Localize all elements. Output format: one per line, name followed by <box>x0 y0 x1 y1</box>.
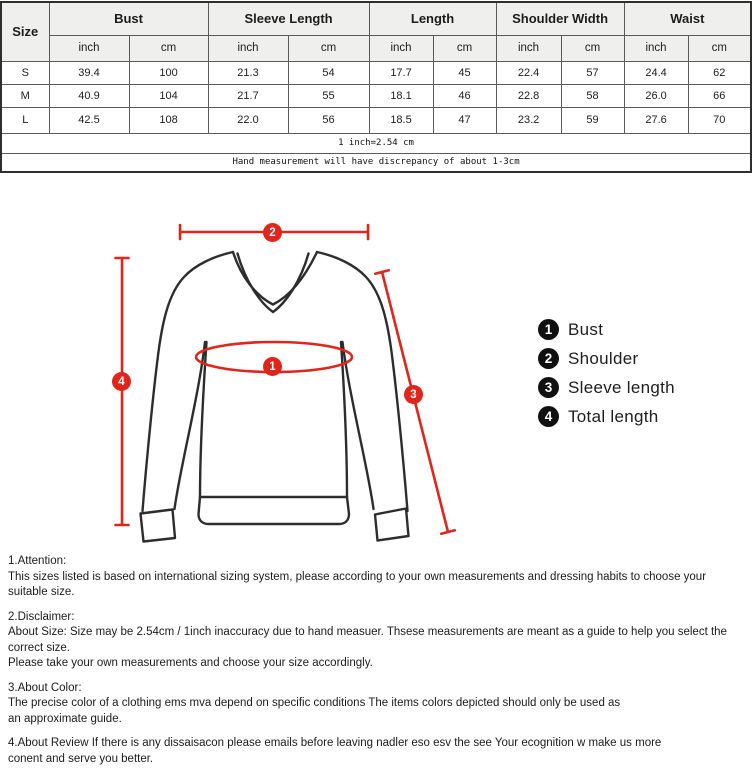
table-row-l <box>1 107 751 133</box>
number-3-badge-icon: 3 <box>538 377 559 398</box>
about-review-section <box>8 736 748 767</box>
unit-header: inch <box>496 35 561 61</box>
section-line: This sizes listed is based on international sizing system, please according to your own measurements and dressing habits to choose your suitable size. <box>8 570 707 598</box>
size-table <box>0 1 752 173</box>
conversion-note: 1 inch=2.54 cm <box>1 133 751 153</box>
unit-header: cm <box>288 35 369 61</box>
table-cell: 46 <box>433 84 496 107</box>
table-cell: 18.1 <box>369 84 433 107</box>
table-note-row <box>1 133 751 153</box>
table-cell: 57 <box>561 61 624 84</box>
table-cell: 66 <box>688 84 751 107</box>
table-cell: 59 <box>561 107 624 133</box>
section-line: conent and serve you better. <box>8 752 154 765</box>
section-title: 3.About Color: <box>8 681 82 694</box>
section-line: an approximate guide. <box>8 712 122 725</box>
table-header-row <box>1 2 751 35</box>
total-length-marker: 4 <box>112 372 131 391</box>
legend-item-sleeve-length <box>538 373 675 402</box>
column-header-length: Length <box>369 2 496 35</box>
shoulder-marker: 2 <box>263 223 282 242</box>
table-cell: 24.4 <box>624 61 688 84</box>
section-line: 4.About Review If there is any dissaisacon please emails before leaving nadler eso esv the see Your ecognition w make us more <box>8 737 662 749</box>
table-cell: 100 <box>129 61 208 84</box>
table-cell: 21.7 <box>208 84 288 107</box>
measurement-lines <box>116 225 455 534</box>
sleeve-marker: 3 <box>404 385 423 404</box>
unit-header: inch <box>369 35 433 61</box>
table-row-m <box>1 84 751 107</box>
legend-item-bust <box>538 315 675 344</box>
table-cell: 26.0 <box>624 84 688 107</box>
measurement-discrepancy-note: Hand measurement will have discrepancy of about 1-3cm <box>1 153 751 172</box>
table-row-s <box>1 61 751 84</box>
number-4-badge-icon: 4 <box>538 406 559 427</box>
table-cell: 56 <box>288 107 369 133</box>
table-cell: 108 <box>129 107 208 133</box>
legend-label: Total length <box>568 406 659 426</box>
bust-marker: 1 <box>263 357 282 376</box>
sweater-outline-drawing <box>141 252 409 542</box>
table-cell: 42.5 <box>49 107 129 133</box>
legend-label: Bust <box>568 319 604 339</box>
about-color-section <box>8 681 748 728</box>
unit-header: cm <box>433 35 496 61</box>
table-note-row <box>1 153 751 172</box>
table-cell: 18.5 <box>369 107 433 133</box>
table-cell: 22.0 <box>208 107 288 133</box>
table-cell: 58 <box>561 84 624 107</box>
unit-header: inch <box>208 35 288 61</box>
section-title: 2.Disclaimer: <box>8 610 75 623</box>
disclaimer-section <box>8 610 748 672</box>
section-line: About Size: Size may be 2.54cm / 1inch inaccuracy due to hand measuer. Thsese measurements are meant as a guide to help you select the correct size. <box>8 626 727 654</box>
section-line: The precise color of a clothing ems mva depend on specific conditions The items colors depicted should only be used as <box>8 697 621 709</box>
size-label: M <box>1 84 49 107</box>
legend-label: Sleeve length <box>568 377 675 397</box>
table-cell: 47 <box>433 107 496 133</box>
unit-header: cm <box>561 35 624 61</box>
column-header-size: Size <box>1 2 49 61</box>
number-1-badge-icon: 1 <box>538 319 559 340</box>
column-header-bust: Bust <box>49 2 208 35</box>
unit-header: cm <box>129 35 208 61</box>
legend-item-total-length <box>538 402 675 431</box>
attention-section <box>8 554 748 601</box>
number-2-badge-icon: 2 <box>538 348 559 369</box>
legend-label: Shoulder <box>568 348 639 368</box>
table-cell: 40.9 <box>49 84 129 107</box>
total-length-measure-line <box>116 258 129 525</box>
column-header-waist: Waist <box>624 2 751 35</box>
table-cell: 62 <box>688 61 751 84</box>
table-cell: 45 <box>433 61 496 84</box>
unit-header: cm <box>688 35 751 61</box>
table-cell: 54 <box>288 61 369 84</box>
unit-header: inch <box>624 35 688 61</box>
table-cell: 22.8 <box>496 84 561 107</box>
column-header-shoulder-width: Shoulder Width <box>496 2 624 35</box>
legend-item-shoulder <box>538 344 675 373</box>
unit-header: inch <box>49 35 129 61</box>
table-cell: 39.4 <box>49 61 129 84</box>
table-cell: 23.2 <box>496 107 561 133</box>
table-cell: 21.3 <box>208 61 288 84</box>
section-line: Please take your own measurements and choose your size accordingly. <box>8 657 373 669</box>
table-unit-row <box>1 35 751 61</box>
column-header-sleeve-length: Sleeve Length <box>208 2 369 35</box>
footnotes-block <box>8 554 748 776</box>
table-cell: 55 <box>288 84 369 107</box>
table-cell: 27.6 <box>624 107 688 133</box>
table-cell: 22.4 <box>496 61 561 84</box>
table-cell: 104 <box>129 84 208 107</box>
table-cell: 17.7 <box>369 61 433 84</box>
measurement-legend <box>538 315 675 431</box>
section-title: 1.Attention: <box>8 555 67 567</box>
table-cell: 70 <box>688 107 751 133</box>
size-label: S <box>1 61 49 84</box>
size-label: L <box>1 107 49 133</box>
